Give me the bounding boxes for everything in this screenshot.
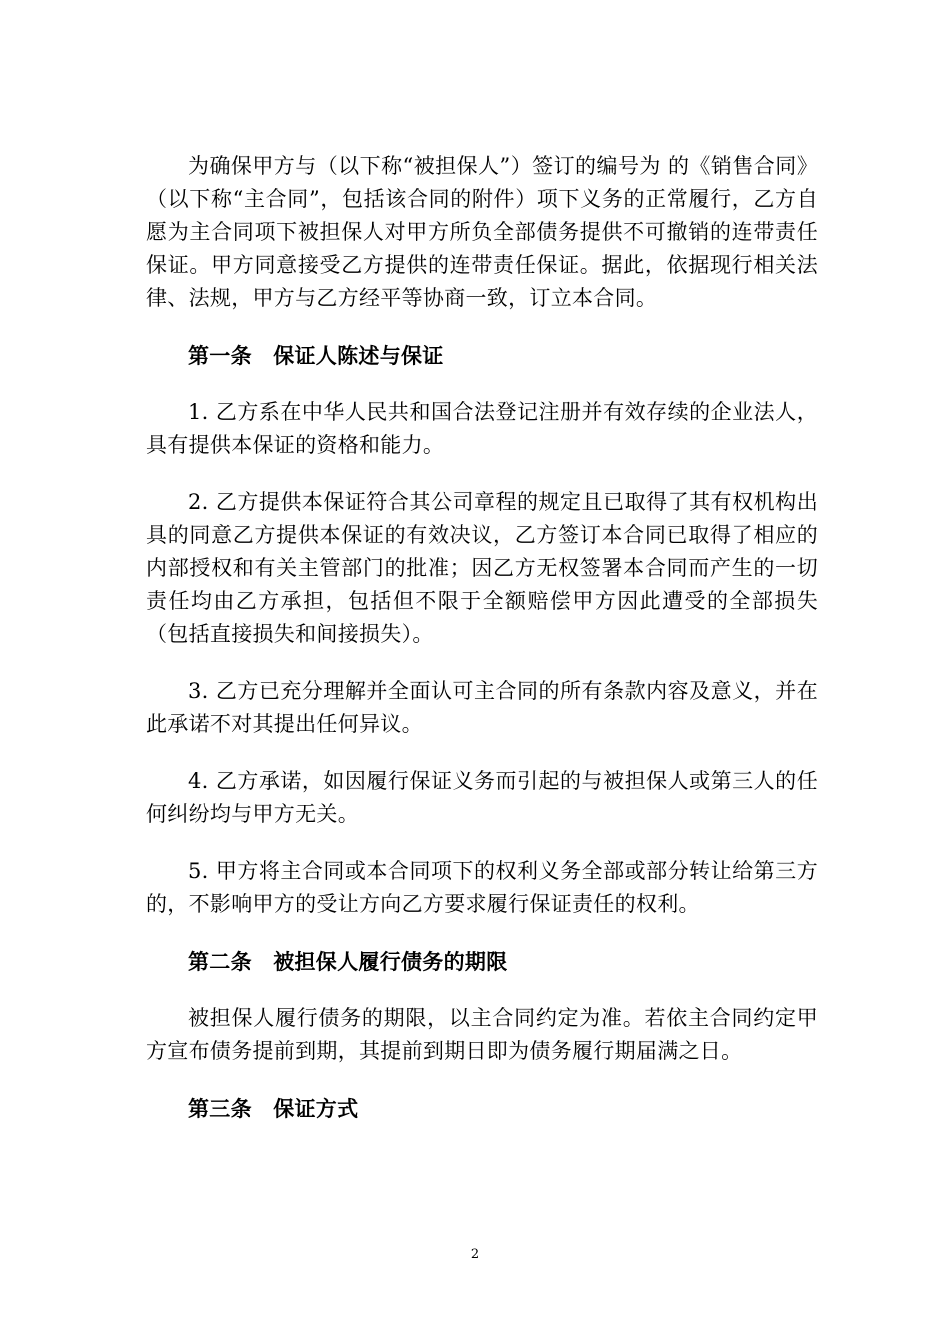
article-2-heading: 第二条 被担保人履行债务的期限: [188, 949, 508, 974]
document-body: [146, 150, 818, 1149]
article-1-item-3: 3. 乙方已充分理解并全面认可主合同的所有条款内容及意义，并在此承诺不对其提出任何异议。: [146, 679, 818, 736]
page-number: 2: [470, 1247, 480, 1262]
intro-paragraph: 为确保甲方与（以下称“被担保人”）签订的编号为 的《销售合同》（以下称“主合同”，包括该合同的附件）项下义务的正常履行，乙方自愿为主合同项下被担保人对甲方所负全部债务提供不可撤销的连带责任保证。甲方同意接受乙方提供的连带责任保证。据此，依据现行相关法律、法规，甲方与乙方经平等协商一致，订立本合同。: [146, 154, 818, 310]
article-1-item-5: 5. 甲方将主合同或本合同项下的权利义务全部或部分转让给第三方的，不影响甲方的受让方向乙方要求履行保证责任的权利。: [146, 859, 818, 916]
article-1-item-1: 1. 乙方系在中华人民共和国合法登记注册并有效存续的企业法人，具有提供本保证的资格和能力。: [146, 400, 818, 457]
article-1-heading: 第一条 保证人陈述与保证: [188, 343, 444, 368]
article-2-body: 被担保人履行债务的期限，以主合同约定为准。若依主合同约定甲方宣布债务提前到期，其提前到期日即为债务履行期届满之日。: [146, 1006, 818, 1063]
article-1-item-2: 2. 乙方提供本保证符合其公司章程的规定且已取得了其有权机构出具的同意乙方提供本保证的有效决议，乙方签订本合同已取得了相应的内部授权和有关主管部门的批准；因乙方无权签署本合同而产生的一切责任均由乙方承担，包括但不限于全额赔偿甲方因此遭受的全部损失（包括直接损失和间接损失）。: [146, 490, 818, 646]
article-3-heading: 第三条 保证方式: [188, 1096, 359, 1121]
article-1-item-4: 4. 乙方承诺，如因履行保证义务而引起的与被担保人或第三人的任何纠纷均与甲方无关。: [146, 769, 818, 826]
